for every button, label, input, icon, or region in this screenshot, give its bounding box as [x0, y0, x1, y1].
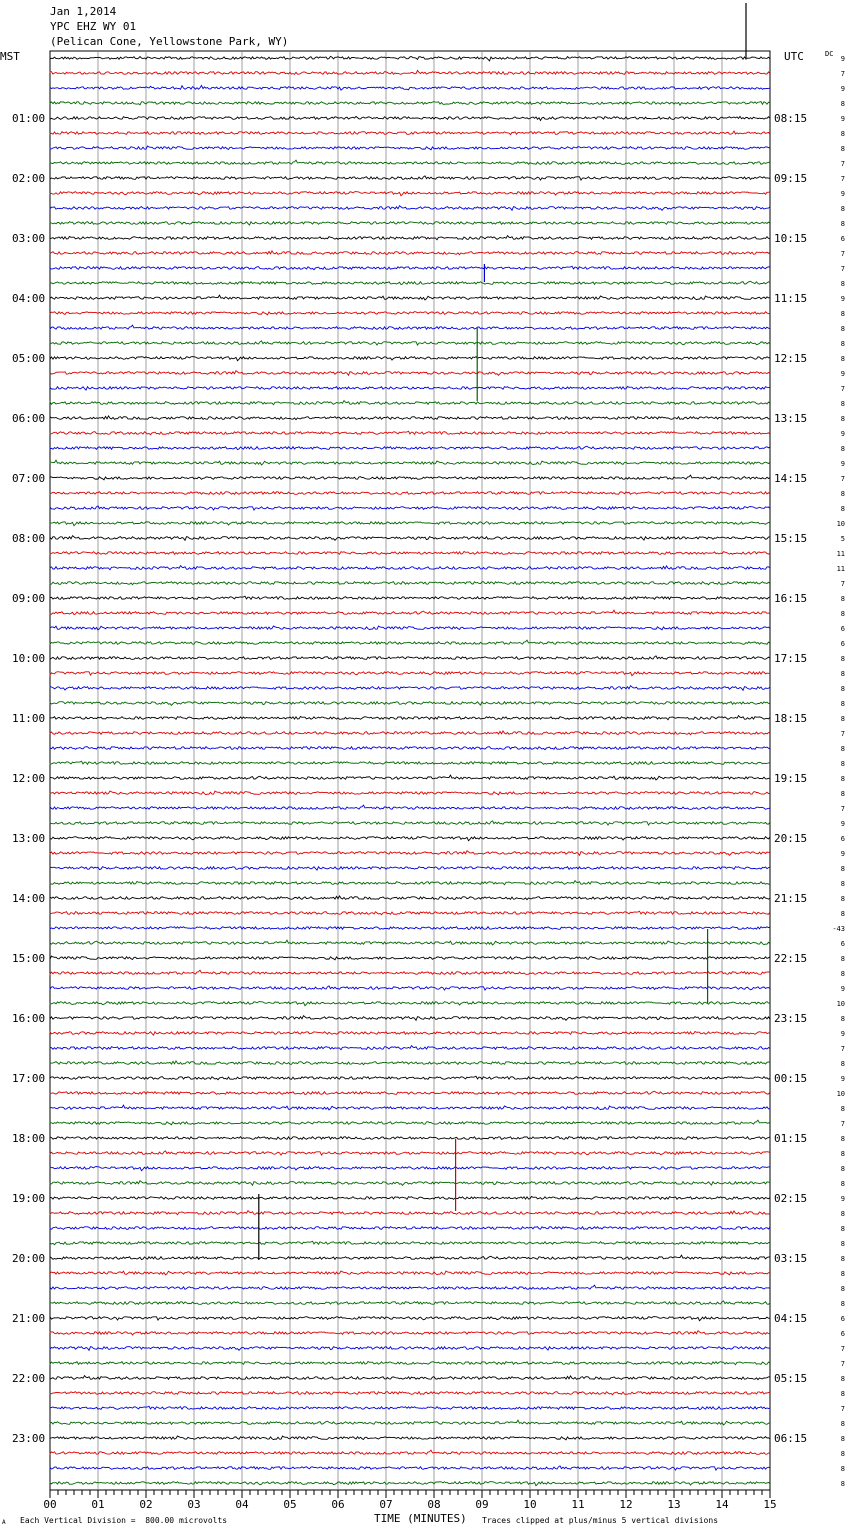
corner-mark: A — [2, 1519, 6, 1526]
utc-hour-label: 23:15 — [774, 1012, 808, 1025]
trace-row-94 — [50, 1466, 770, 1470]
dc-offset-label: 7 — [840, 70, 845, 78]
trace-row-88 — [50, 1376, 770, 1380]
dc-offset-label: 8 — [840, 1270, 845, 1278]
trace-row-43 — [50, 702, 770, 706]
utc-hour-label: 13:15 — [774, 412, 808, 425]
mst-hour-label: 13:00 — [12, 832, 46, 845]
mst-hour-label: 14:00 — [12, 892, 46, 905]
dc-offset-label: 8 — [840, 1135, 845, 1143]
utc-hour-label: 22:15 — [774, 952, 808, 965]
dc-offset-label: 6 — [840, 1330, 845, 1338]
header-station: YPC EHZ WY 01 — [50, 20, 137, 33]
trace-row-1 — [50, 70, 770, 74]
dc-offset-label: 8 — [840, 880, 845, 888]
trace-row-11 — [50, 222, 770, 225]
dc-offset-label: 8 — [840, 745, 845, 753]
trace-row-87 — [50, 1362, 770, 1365]
trace-row-60 — [50, 956, 770, 960]
trace-row-29 — [50, 492, 770, 495]
trace-row-36 — [50, 596, 770, 599]
trace-row-68 — [50, 1076, 770, 1080]
utc-hour-label: 06:15 — [774, 1432, 808, 1445]
trace-row-18 — [50, 325, 770, 329]
trace-row-86 — [50, 1347, 770, 1351]
utc-hour-label: 10:15 — [774, 232, 808, 245]
trace-row-26 — [50, 446, 770, 449]
mst-hour-label: 06:00 — [12, 412, 46, 425]
trace-row-48 — [50, 775, 770, 780]
dc-offset-label: 8 — [840, 325, 845, 333]
dc-offset-label: 8 — [840, 445, 845, 453]
trace-row-8 — [50, 176, 770, 180]
dc-offset-label: 8 — [840, 775, 845, 783]
utc-hour-label: 17:15 — [774, 652, 808, 665]
dc-offset-label: 9 — [840, 295, 845, 303]
mst-axis-label: MST — [0, 50, 20, 63]
trace-row-63 — [50, 1002, 770, 1006]
dc-offset-label: 8 — [840, 1435, 845, 1443]
trace-row-81 — [50, 1271, 770, 1275]
dc-offset-label: 8 — [840, 595, 845, 603]
trace-row-2 — [50, 85, 770, 90]
dc-offset-label: 7 — [840, 250, 845, 258]
trace-row-76 — [50, 1197, 770, 1200]
dc-offset-label: 8 — [840, 1420, 845, 1428]
trace-row-38 — [50, 626, 770, 630]
dc-offset-label: 7 — [840, 1345, 845, 1353]
dc-offset-label: -43 — [832, 925, 845, 933]
x-tick-label: 13 — [667, 1498, 681, 1511]
trace-row-28 — [50, 475, 770, 480]
clip-note: Traces clipped at plus/minus 5 vertical divisions — [482, 1516, 719, 1525]
dc-offset-label: 8 — [840, 145, 845, 153]
dc-offset-label: 8 — [840, 955, 845, 963]
x-tick-label: 05 — [283, 1498, 297, 1511]
trace-row-56 — [50, 896, 770, 900]
trace-row-73 — [50, 1151, 770, 1155]
trace-row-3 — [50, 102, 770, 106]
x-tick-label: 03 — [187, 1498, 201, 1511]
dc-offset-label: 8 — [840, 340, 845, 348]
mst-hour-label: 16:00 — [12, 1012, 46, 1025]
trace-row-4 — [50, 116, 770, 120]
trace-row-37 — [50, 610, 770, 614]
trace-row-67 — [50, 1061, 770, 1065]
dc-offset-label: 8 — [840, 100, 845, 108]
trace-row-45 — [50, 731, 770, 735]
dc-offset-label: 8 — [840, 865, 845, 873]
dc-offset-label: 8 — [840, 1375, 845, 1383]
trace-row-7 — [50, 160, 770, 164]
header-location: (Pelican Cone, Yellowstone Park, WY) — [50, 35, 289, 48]
dc-offset-label: 8 — [840, 760, 845, 768]
trace-row-12 — [50, 236, 770, 240]
mst-hour-label: 23:00 — [12, 1432, 46, 1445]
dc-offset-label: 8 — [840, 1060, 845, 1068]
dc-offset-label: 7 — [840, 1360, 845, 1368]
trace-row-15 — [50, 281, 770, 284]
trace-row-74 — [50, 1167, 770, 1171]
trace-row-20 — [50, 357, 770, 361]
dc-offset-label: 8 — [840, 1300, 845, 1308]
dc-offset-label: 9 — [840, 985, 845, 993]
dc-offset-label: 8 — [840, 1015, 845, 1023]
mst-hour-label: 08:00 — [12, 532, 46, 545]
trace-row-27 — [50, 460, 770, 465]
trace-row-58 — [50, 927, 770, 930]
x-tick-label: 11 — [571, 1498, 585, 1511]
utc-hour-label: 02:15 — [774, 1192, 808, 1205]
dc-offset-label: 8 — [840, 490, 845, 498]
x-tick-label: 15 — [763, 1498, 777, 1511]
utc-hour-label: 14:15 — [774, 472, 808, 485]
mst-hour-label: 17:00 — [12, 1072, 46, 1085]
trace-row-70 — [50, 1105, 770, 1110]
trace-row-53 — [50, 851, 770, 856]
mst-hour-label: 12:00 — [12, 772, 46, 785]
dc-offset-label: 7 — [840, 175, 845, 183]
trace-row-34 — [50, 566, 770, 570]
utc-hour-label: 21:15 — [774, 892, 808, 905]
trace-row-30 — [50, 506, 770, 510]
trace-row-13 — [50, 251, 770, 255]
utc-hour-label: 11:15 — [774, 292, 808, 305]
dc-offset-label: 8 — [840, 1480, 845, 1488]
trace-row-66 — [50, 1046, 770, 1050]
dc-offset-label: 9 — [840, 190, 845, 198]
trace-row-77 — [50, 1211, 770, 1215]
dc-offset-label: 8 — [840, 280, 845, 288]
dc-offset-labels — [832, 55, 845, 1488]
trace-row-59 — [50, 940, 770, 945]
trace-row-82 — [50, 1285, 770, 1289]
dc-offset-label: 7 — [840, 580, 845, 588]
dc-offset-label: 8 — [840, 505, 845, 513]
trace-row-85 — [50, 1331, 770, 1335]
utc-hour-label: 19:15 — [774, 772, 808, 785]
trace-row-92 — [50, 1436, 770, 1440]
dc-offset-label: 9 — [840, 115, 845, 123]
dc-offset-label: 11 — [836, 565, 845, 573]
dc-offset-label: 8 — [840, 910, 845, 918]
utc-axis-label: UTC — [784, 50, 804, 63]
dc-offset-label: 9 — [840, 820, 845, 828]
dc-header-label: DC — [825, 50, 834, 58]
trace-row-80 — [50, 1255, 770, 1259]
dc-offset-label: 7 — [840, 265, 845, 273]
mst-hour-label: 20:00 — [12, 1252, 46, 1265]
utc-hour-label: 15:15 — [774, 532, 808, 545]
mst-hour-label: 07:00 — [12, 472, 46, 485]
scale-note: Each Vertical Division = 800.00 microvolts — [20, 1516, 228, 1525]
trace-row-91 — [50, 1420, 770, 1425]
dc-offset-label: 9 — [840, 460, 845, 468]
dc-offset-label: 8 — [840, 415, 845, 423]
trace-row-0 — [50, 56, 770, 61]
trace-row-19 — [50, 341, 770, 345]
trace-row-50 — [50, 805, 770, 809]
dc-offset-label: 6 — [840, 1315, 845, 1323]
dc-offset-label: 8 — [840, 970, 845, 978]
dc-offset-label: 9 — [840, 85, 845, 93]
trace-row-33 — [50, 552, 770, 555]
dc-offset-label: 8 — [840, 1225, 845, 1233]
seismic-traces — [50, 56, 770, 1485]
trace-row-31 — [50, 522, 770, 526]
x-tick-label: 07 — [379, 1498, 393, 1511]
dc-offset-label: 8 — [840, 685, 845, 693]
dc-offset-label: 9 — [840, 1075, 845, 1083]
trace-row-46 — [50, 747, 770, 750]
trace-row-62 — [50, 986, 770, 990]
dc-offset-label: 11 — [836, 550, 845, 558]
x-tick-label: 06 — [331, 1498, 345, 1511]
dc-offset-label: 10 — [836, 1090, 845, 1098]
dc-offset-label: 8 — [840, 1285, 845, 1293]
trace-row-55 — [50, 881, 770, 885]
dc-offset-label: 8 — [840, 790, 845, 798]
dc-offset-label: 8 — [840, 310, 845, 318]
dc-offset-label: 8 — [840, 130, 845, 138]
x-tick-label: 12 — [619, 1498, 633, 1511]
mst-hour-label: 22:00 — [12, 1372, 46, 1385]
utc-hour-label: 00:15 — [774, 1072, 808, 1085]
dc-offset-label: 8 — [840, 1105, 845, 1113]
dc-offset-label: 8 — [840, 205, 845, 213]
dc-offset-label: 8 — [840, 1450, 845, 1458]
dc-offset-label: 7 — [840, 730, 845, 738]
trace-row-61 — [50, 970, 770, 974]
dc-offset-label: 7 — [840, 1045, 845, 1053]
mst-hour-label: 01:00 — [12, 112, 46, 125]
dc-offset-label: 8 — [840, 895, 845, 903]
trace-row-14 — [50, 266, 770, 270]
trace-row-25 — [50, 431, 770, 435]
dc-offset-label: 8 — [840, 610, 845, 618]
trace-row-72 — [50, 1137, 770, 1140]
dc-offset-label: 8 — [840, 1390, 845, 1398]
trace-row-54 — [50, 867, 770, 870]
dc-offset-label: 9 — [840, 55, 845, 63]
mst-hour-label: 19:00 — [12, 1192, 46, 1205]
trace-row-9 — [50, 192, 770, 196]
utc-hour-label: 09:15 — [774, 172, 808, 185]
trace-row-78 — [50, 1227, 770, 1230]
dc-offset-label: 5 — [840, 535, 845, 543]
utc-hour-label: 16:15 — [774, 592, 808, 605]
trace-row-90 — [50, 1406, 770, 1409]
trace-row-84 — [50, 1317, 770, 1321]
utc-hour-labels — [774, 112, 807, 1445]
mst-hour-label: 03:00 — [12, 232, 46, 245]
dc-offset-label: 9 — [840, 370, 845, 378]
dc-offset-label: 9 — [840, 850, 845, 858]
trace-row-39 — [50, 640, 770, 644]
trace-row-35 — [50, 582, 770, 585]
trace-row-79 — [50, 1241, 770, 1245]
utc-hour-label: 04:15 — [774, 1312, 808, 1325]
mst-hour-labels — [12, 112, 45, 1445]
mst-hour-label: 21:00 — [12, 1312, 46, 1325]
dc-offset-label: 6 — [840, 940, 845, 948]
trace-row-83 — [50, 1301, 770, 1304]
dc-offset-label: 10 — [836, 1000, 845, 1008]
dc-offset-label: 8 — [840, 1150, 845, 1158]
x-tick-label: 14 — [715, 1498, 729, 1511]
trace-row-64 — [50, 1016, 770, 1021]
dc-offset-label: 9 — [840, 1030, 845, 1038]
dc-offset-label: 6 — [840, 835, 845, 843]
x-axis — [43, 1490, 776, 1511]
dc-offset-label: 8 — [840, 655, 845, 663]
dc-offset-label: 8 — [840, 1240, 845, 1248]
mst-hour-label: 11:00 — [12, 712, 46, 725]
header-date: Jan 1,2014 — [50, 5, 117, 18]
x-tick-label: 08 — [427, 1498, 441, 1511]
trace-row-69 — [50, 1091, 770, 1094]
dc-offset-label: 7 — [840, 385, 845, 393]
dc-offset-label: 6 — [840, 235, 845, 243]
dc-offset-label: 6 — [840, 640, 845, 648]
trace-row-95 — [50, 1482, 770, 1486]
mst-hour-label: 15:00 — [12, 952, 46, 965]
trace-row-22 — [50, 387, 770, 391]
utc-hour-label: 03:15 — [774, 1252, 808, 1265]
dc-offset-label: 8 — [840, 715, 845, 723]
dc-offset-label: 8 — [840, 1465, 845, 1473]
trace-row-16 — [50, 295, 770, 300]
dc-offset-label: 8 — [840, 1180, 845, 1188]
utc-hour-label: 08:15 — [774, 112, 808, 125]
utc-hour-label: 20:15 — [774, 832, 808, 845]
x-tick-label: 00 — [43, 1498, 57, 1511]
dc-offset-label: 10 — [836, 520, 845, 528]
mst-hour-label: 05:00 — [12, 352, 46, 365]
mst-hour-label: 10:00 — [12, 652, 46, 665]
x-tick-label: 10 — [523, 1498, 537, 1511]
mst-hour-label: 18:00 — [12, 1132, 46, 1145]
trace-row-93 — [50, 1450, 770, 1454]
dc-offset-label: 9 — [840, 430, 845, 438]
trace-row-89 — [50, 1392, 770, 1395]
dc-offset-label: 8 — [840, 1210, 845, 1218]
dc-offset-label: 8 — [840, 700, 845, 708]
dc-offset-label: 8 — [840, 1165, 845, 1173]
dc-offset-label: 6 — [840, 625, 845, 633]
trace-row-32 — [50, 536, 770, 541]
dc-offset-label: 8 — [840, 220, 845, 228]
utc-hour-label: 01:15 — [774, 1132, 808, 1145]
dc-offset-label: 8 — [840, 670, 845, 678]
trace-row-71 — [50, 1120, 770, 1125]
trace-row-40 — [50, 656, 770, 659]
dc-offset-label: 8 — [840, 400, 845, 408]
utc-hour-label: 05:15 — [774, 1372, 808, 1385]
x-tick-label: 04 — [235, 1498, 249, 1511]
mst-hour-label: 04:00 — [12, 292, 46, 305]
trace-row-52 — [50, 837, 770, 841]
dc-offset-label: 7 — [840, 805, 845, 813]
trace-row-41 — [50, 672, 770, 676]
trace-row-47 — [50, 761, 770, 764]
trace-row-21 — [50, 371, 770, 376]
trace-row-51 — [50, 821, 770, 825]
dc-offset-label: 7 — [840, 1405, 845, 1413]
trace-row-17 — [50, 312, 770, 315]
trace-row-6 — [50, 146, 770, 150]
trace-row-44 — [50, 716, 770, 720]
trace-row-24 — [50, 416, 770, 420]
trace-row-65 — [50, 1032, 770, 1036]
x-tick-label: 01 — [91, 1498, 105, 1511]
utc-hour-label: 18:15 — [774, 712, 808, 725]
event-spikes — [259, 3, 746, 1260]
trace-row-42 — [50, 686, 770, 691]
dc-offset-label: 8 — [840, 1255, 845, 1263]
utc-hour-label: 12:15 — [774, 352, 808, 365]
dc-offset-label: 8 — [840, 355, 845, 363]
trace-row-49 — [50, 791, 770, 795]
x-tick-label: 09 — [475, 1498, 489, 1511]
dc-offset-label: 7 — [840, 475, 845, 483]
trace-row-10 — [50, 206, 770, 211]
x-tick-label: 02 — [139, 1498, 153, 1511]
mst-hour-label: 09:00 — [12, 592, 46, 605]
trace-row-57 — [50, 911, 770, 915]
trace-row-23 — [50, 401, 770, 405]
mst-hour-label: 02:00 — [12, 172, 46, 185]
dc-offset-label: 7 — [840, 160, 845, 168]
dc-offset-label: 9 — [840, 1195, 845, 1203]
trace-row-5 — [50, 131, 770, 135]
x-axis-title: TIME (MINUTES) — [374, 1512, 467, 1525]
trace-row-75 — [50, 1181, 770, 1186]
dc-offset-label: 7 — [840, 1120, 845, 1128]
